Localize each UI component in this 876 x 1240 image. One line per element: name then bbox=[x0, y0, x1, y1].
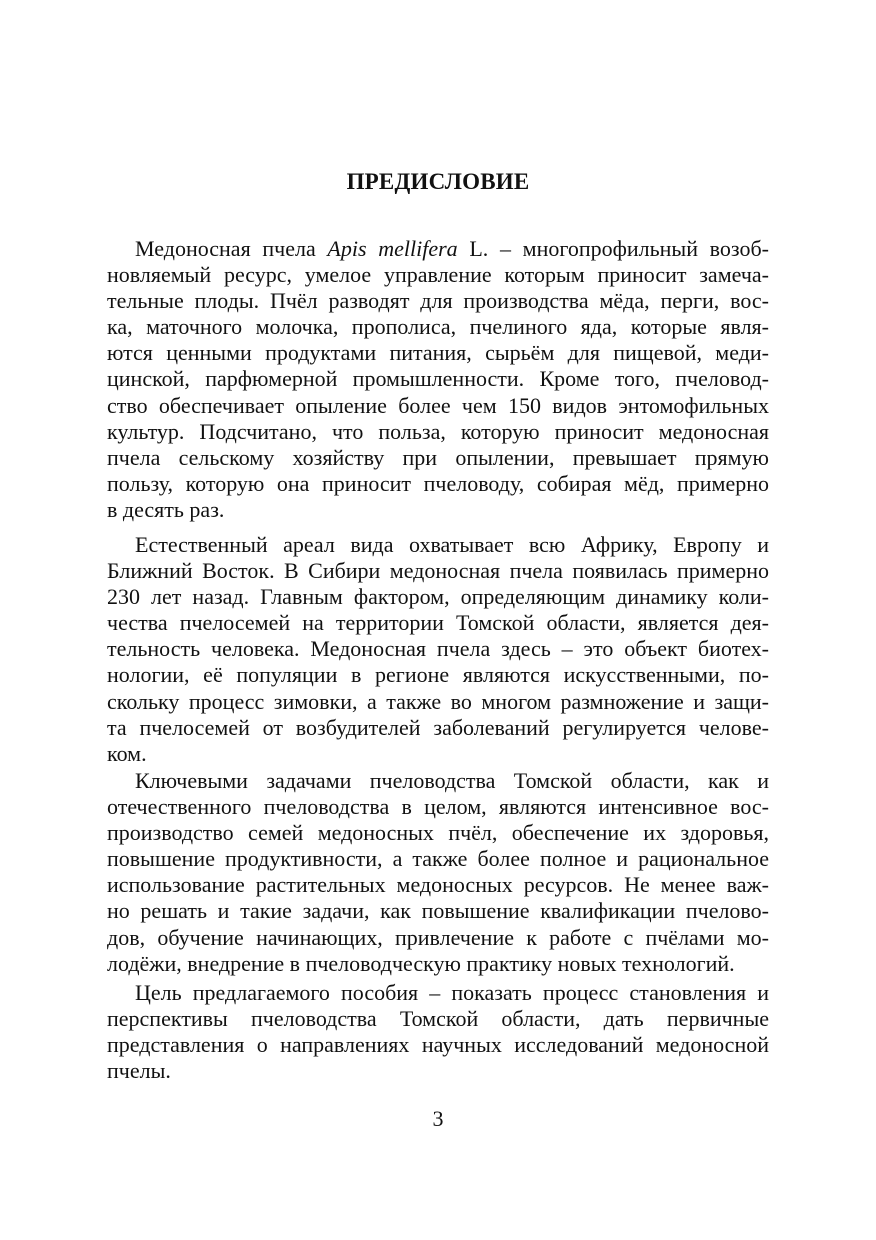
page-title: ПРЕДИСЛОВИЕ bbox=[346, 169, 530, 194]
text-line bbox=[107, 794, 769, 820]
paragraph bbox=[107, 980, 769, 1084]
text-segment: в десять раз. bbox=[107, 496, 225, 522]
text-line bbox=[107, 1058, 769, 1084]
paragraph bbox=[107, 768, 769, 977]
text-segment: новляемый ресурс, умелое управление которым приносит замеча- bbox=[107, 262, 769, 288]
text-segment: та пчелосемей от возбудителей заболеваний регулируется челове- bbox=[107, 714, 769, 740]
text-line bbox=[107, 1006, 769, 1032]
text-line bbox=[107, 689, 769, 715]
text-line bbox=[107, 846, 769, 872]
text-line bbox=[107, 532, 769, 558]
text-segment: ком. bbox=[107, 740, 147, 766]
text-segment: пчелы. bbox=[107, 1058, 171, 1084]
text-segment: лодёжи, внедрение в пчеловодческую практику новых технологий. bbox=[107, 950, 735, 976]
text-line bbox=[107, 898, 769, 924]
text-line bbox=[107, 288, 769, 314]
text-segment: L. – многопрофильный возоб- bbox=[457, 236, 769, 261]
text-segment: производство семей медоносных пчёл, обеспечение их здоровья, bbox=[107, 820, 769, 846]
text-line bbox=[107, 471, 769, 497]
text-line bbox=[107, 393, 769, 419]
text-segment: дов, обучение начинающих, привлечение к работе с пчёлами мо- bbox=[107, 924, 769, 950]
paragraph bbox=[107, 532, 769, 767]
text-segment: пчела сельскому хозяйству при опылении, превышает прямую bbox=[107, 444, 769, 470]
text-segment: перспективы пчеловодства Томской области, дать первичные bbox=[107, 1006, 769, 1032]
text-line bbox=[107, 584, 769, 610]
text-segment: 230 лет назад. Главным фактором, определяющим динамику коли- bbox=[107, 584, 769, 610]
text-segment: ство обеспечивает опыление более чем 150 видов энтомофильных bbox=[107, 392, 769, 418]
text-line bbox=[107, 366, 769, 392]
page-number: 3 bbox=[432, 1106, 444, 1131]
text-line bbox=[107, 951, 769, 977]
text-segment: использование растительных медоносных ресурсов. Не менее важ- bbox=[107, 872, 769, 898]
text-segment: ются ценными продуктами питания, сырьём для пищевой, меди- bbox=[107, 340, 769, 366]
text-segment: ка, маточного молочка, прополиса, пчелиного яда, которые явля- bbox=[107, 314, 769, 340]
text-segment: отечественного пчеловодства в целом, являются интенсивное вос- bbox=[107, 794, 769, 820]
text-line bbox=[107, 314, 769, 340]
text-segment: Ключевыми задачами пчеловодства Томской области, как и bbox=[135, 768, 769, 793]
text-segment: представления о направлениях научных исследований медоносной bbox=[107, 1032, 769, 1058]
text-segment: тельные плоды. Пчёл разводят для производства мёда, перги, вос- bbox=[107, 288, 769, 314]
text-line bbox=[107, 715, 769, 741]
text-line bbox=[107, 262, 769, 288]
text-segment: тельность человека. Медоносная пчела здесь – это объект биотех- bbox=[107, 636, 769, 662]
text-segment: нологии, её популяции в регионе являются искусственными, по- bbox=[107, 662, 769, 688]
text-line bbox=[107, 662, 769, 688]
text-line bbox=[107, 497, 769, 523]
text-line bbox=[107, 768, 769, 794]
text-segment: Естественный ареал вида охватывает всю Африку, Европу и bbox=[135, 532, 769, 557]
paragraph bbox=[107, 236, 769, 523]
text-line bbox=[107, 419, 769, 445]
text-line bbox=[107, 820, 769, 846]
text-line bbox=[107, 610, 769, 636]
text-segment: повышение продуктивности, а также более полное и рациональное bbox=[107, 846, 769, 872]
text-line bbox=[107, 980, 769, 1006]
text-segment: Ближний Восток. В Сибири медоносная пчела появилась примерно bbox=[107, 558, 769, 584]
text-segment: но решать и такие задачи, как повышение квалификации пчелово- bbox=[107, 898, 769, 924]
text-line bbox=[107, 236, 769, 262]
text-line bbox=[107, 1032, 769, 1058]
text-line bbox=[107, 741, 769, 767]
text-line bbox=[107, 636, 769, 662]
text-line bbox=[107, 558, 769, 584]
text-segment: Цель предлагаемого пособия – показать процесс становления и bbox=[135, 980, 769, 1005]
italic-text: Apis mellifera bbox=[327, 236, 458, 261]
text-line bbox=[107, 872, 769, 898]
text-segment: пользу, которую она приносит пчеловоду, собирая мёд, примерно bbox=[107, 470, 769, 496]
text-segment: Медоносная пчела bbox=[135, 236, 328, 261]
text-segment: скольку процесс зимовки, а также во многом размножение и защи- bbox=[107, 688, 769, 714]
text-segment: цинской, парфюмерной промышленности. Кроме того, пчеловод- bbox=[107, 366, 769, 392]
text-line bbox=[107, 340, 769, 366]
text-line bbox=[107, 445, 769, 471]
text-segment: чества пчелосемей на территории Томской области, является дея- bbox=[107, 610, 769, 636]
text-line bbox=[107, 925, 769, 951]
text-segment: культур. Подсчитано, что польза, которую приносит медоносная bbox=[107, 418, 769, 444]
